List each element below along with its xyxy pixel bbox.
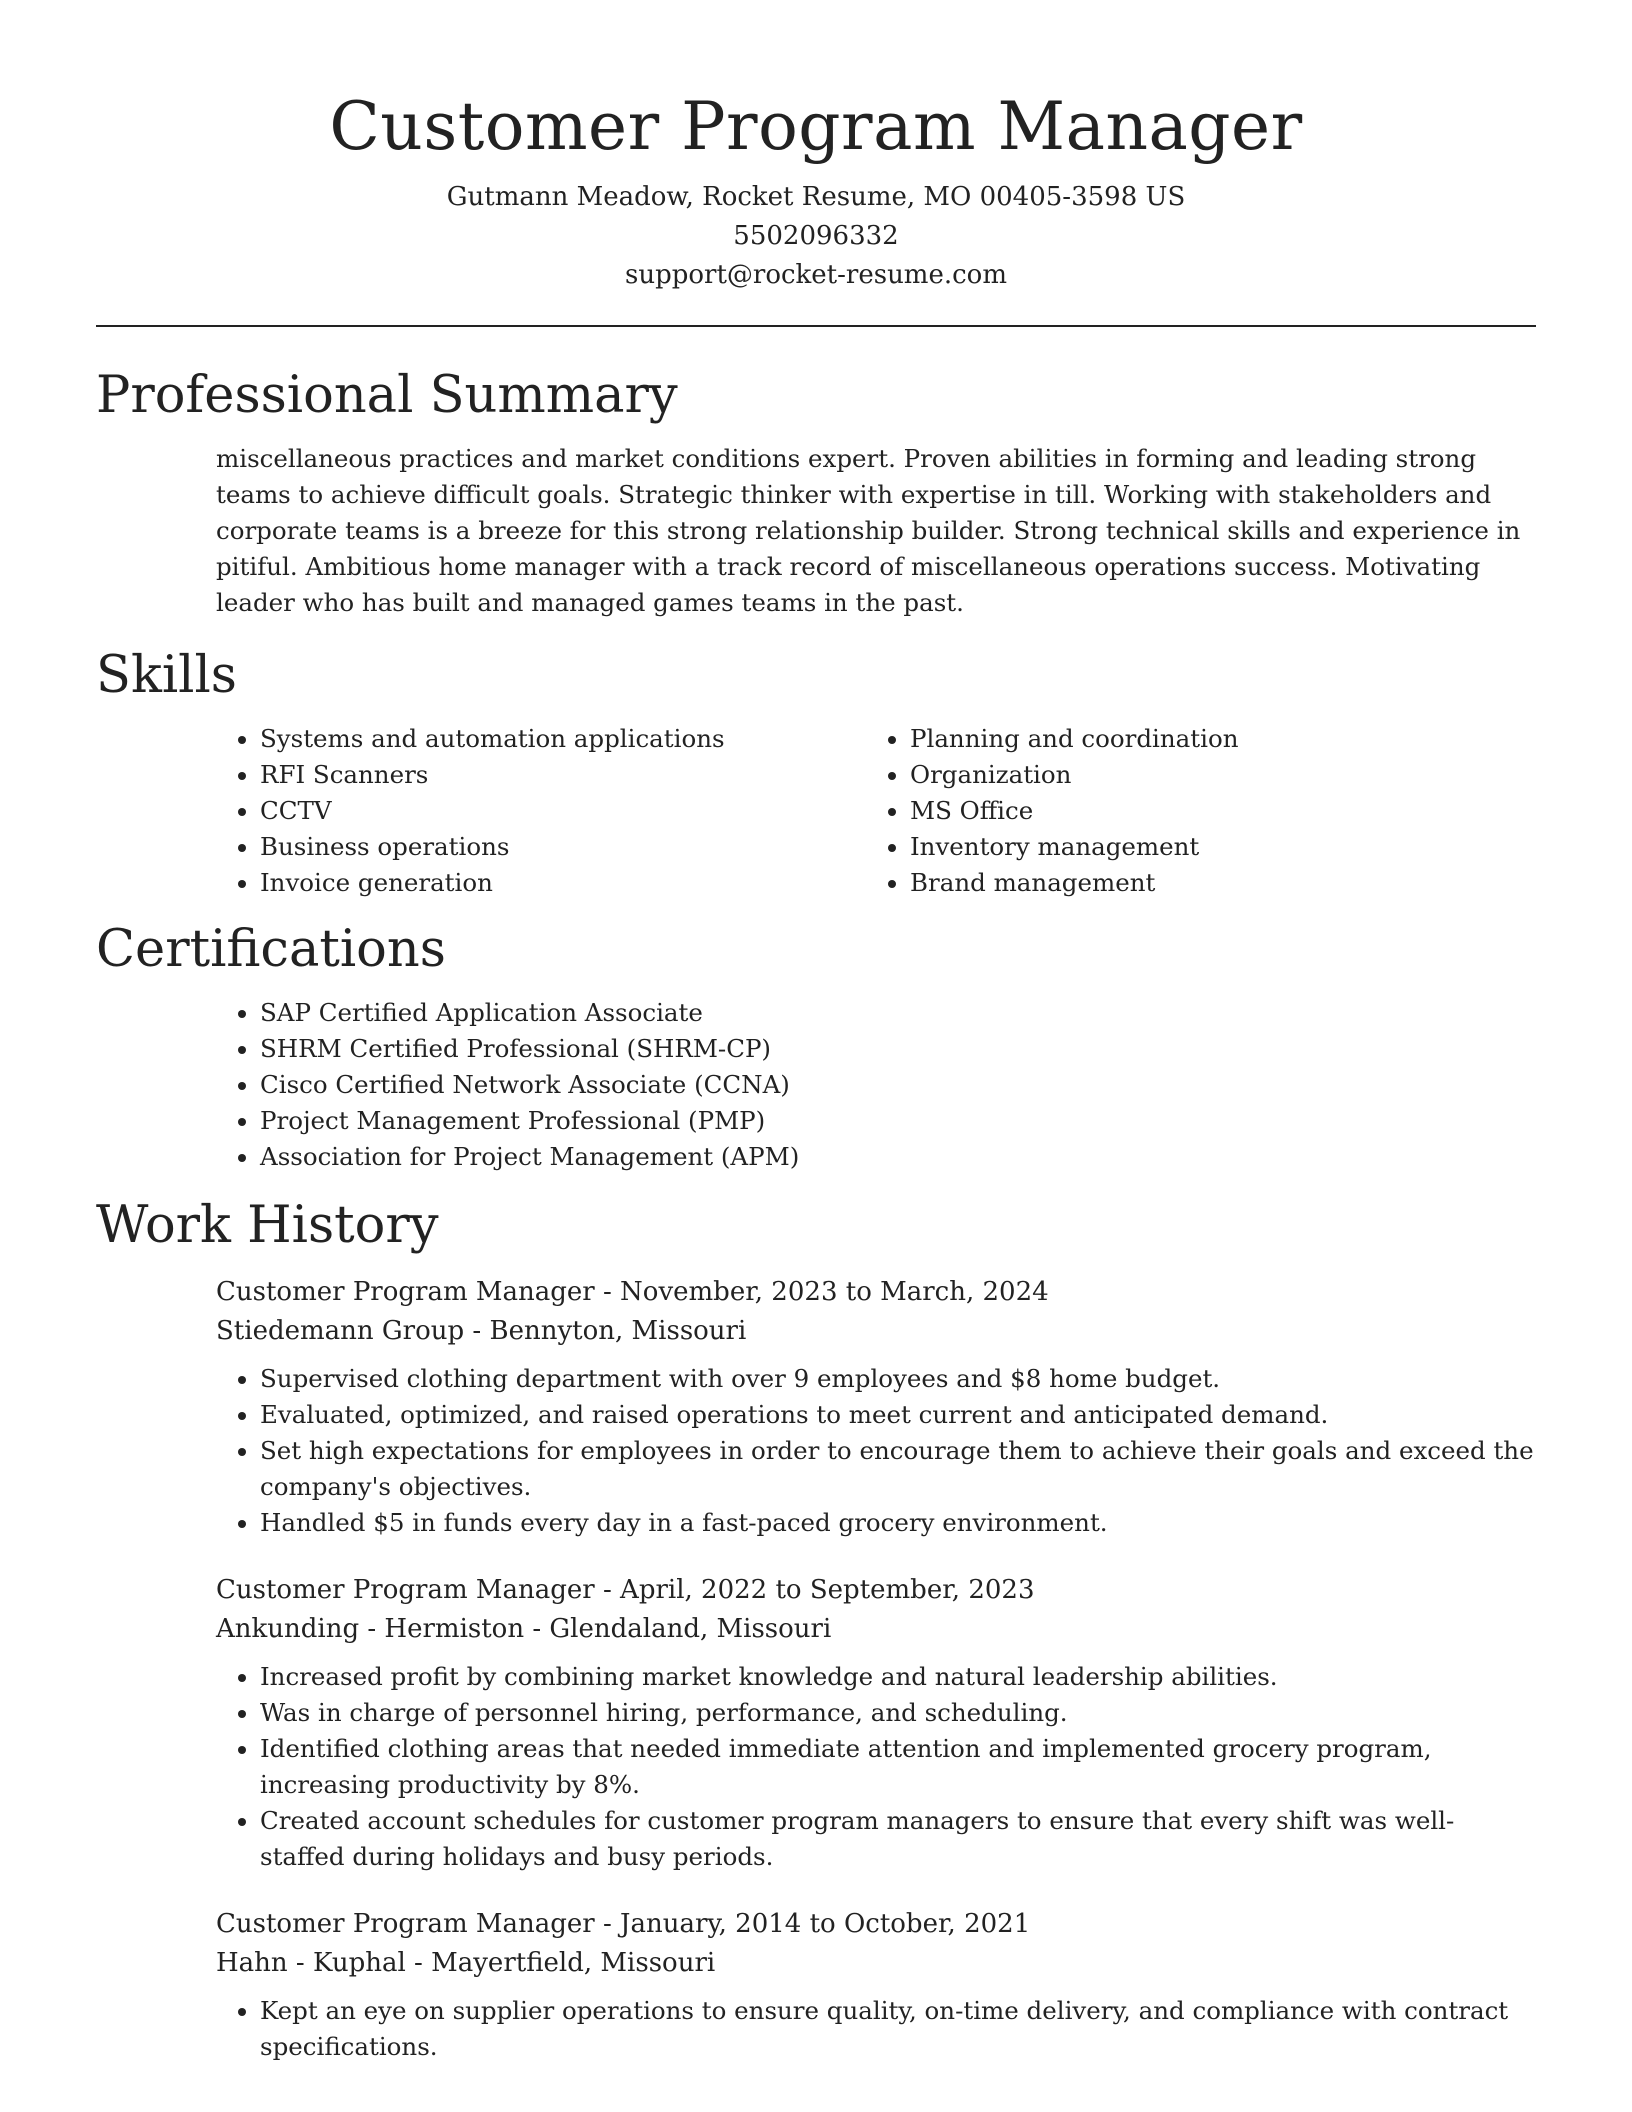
job-title-line: Customer Program Manager - April, 2022 to September, 2023: [216, 1575, 1035, 1605]
skill-item: • RFI Scanners: [260, 757, 866, 793]
skill-item: • Systems and automation applications: [260, 721, 866, 757]
summary-text: miscellaneous practices and market conditions expert. Proven abilities in forming and leading strong teams to achieve difficult goals. Strategic thinker with expertise in till. Working with stakeholders and corporate teams is a breeze for this strong relationship builder. Strong technical skills and experience in pitiful. Ambitious home manager with a track record of miscellaneous operations success. Motivating leader who has built and managed games teams in the past.: [216, 444, 1521, 617]
job-responsibilities: [216, 1993, 1536, 2065]
job-title: Customer Program Manager: [216, 1909, 595, 1939]
certifications-list: [216, 995, 1536, 1175]
job-title-line: Customer Program Manager - January, 2014 to October, 2021: [216, 1909, 1031, 1939]
certification-item: • SAP Certified Application Associate: [260, 995, 1536, 1031]
job-bullet: • Was in charge of personnel hiring, performance, and scheduling.: [260, 1695, 1536, 1731]
job-entry: [216, 1571, 1536, 1875]
job-location: Bennyton, Missouri: [489, 1316, 747, 1346]
contact-info: [96, 178, 1536, 295]
work-history-section: [96, 1193, 1536, 2065]
skill-item: • MS Office: [910, 793, 1516, 829]
job-bullet: • Handled $5 in funds every day in a fast-paced grocery environment.: [260, 1505, 1536, 1541]
skills-section: [96, 643, 1536, 901]
job-location: Mayertfield, Missouri: [431, 1948, 716, 1978]
skill-item: • Organization: [910, 757, 1516, 793]
skill-item: • CCTV: [260, 793, 866, 829]
skills-column-right: [866, 721, 1516, 901]
job-title-line: Customer Program Manager - November, 2023 to March, 2024: [216, 1277, 1049, 1307]
contact-phone: 5502096332: [733, 221, 899, 251]
job-bullet: • Identified clothing areas that needed immediate attention and implemented grocery program, increasing productivity by 8%.: [260, 1731, 1536, 1803]
job-bullet: • Set high expectations for employees in order to encourage them to achieve their goals and exceed the company's objectives.: [260, 1433, 1536, 1505]
skill-item: • Business operations: [260, 829, 866, 865]
job-responsibilities: [216, 1361, 1536, 1541]
skills-column-left: [216, 721, 866, 901]
job-title: Customer Program Manager: [216, 1575, 595, 1605]
resume-header: [96, 0, 1536, 295]
header-divider: [96, 325, 1536, 327]
job-entry: [216, 1273, 1536, 1541]
certifications-heading: Certifications: [96, 920, 446, 979]
contact-address: Gutmann Meadow, Rocket Resume, MO 00405-3598 US: [446, 182, 1186, 212]
certification-item: • SHRM Certified Professional (SHRM-CP): [260, 1031, 1536, 1067]
job-company-line: Ankunding - Hermiston - Glendaland, Missouri: [216, 1614, 832, 1644]
skill-item: • Invoice generation: [260, 865, 866, 901]
certifications-section: [96, 917, 1536, 1175]
resume-page: [96, 0, 1536, 2065]
contact-email: support@rocket-resume.com: [624, 260, 1007, 290]
skill-item: • Planning and coordination: [910, 721, 1516, 757]
job-location: Glendaland, Missouri: [549, 1614, 832, 1644]
skill-item: • Brand management: [910, 865, 1516, 901]
skills-heading: Skills: [96, 646, 237, 705]
job-dates: April, 2022 to September, 2023: [620, 1575, 1035, 1605]
summary-section: [96, 363, 1536, 621]
job-company-line: Hahn - Kuphal - Mayertfield, Missouri: [216, 1948, 716, 1978]
job-company: Ankunding - Hermiston: [216, 1614, 525, 1644]
job-dates: November, 2023 to March, 2024: [620, 1277, 1049, 1307]
job-company-line: Stiedemann Group - Bennyton, Missouri: [216, 1316, 747, 1346]
certification-item: • Project Management Professional (PMP): [260, 1103, 1536, 1139]
job-responsibilities: [216, 1659, 1536, 1875]
job-company: Hahn - Kuphal: [216, 1948, 406, 1978]
certification-item: • Cisco Certified Network Associate (CCNA): [260, 1067, 1536, 1103]
skill-item: • Inventory management: [910, 829, 1516, 865]
job-dates: January, 2014 to October, 2021: [620, 1909, 1031, 1939]
work-history-heading: Work History: [96, 1196, 439, 1255]
certification-item: • Association for Project Management (APM): [260, 1139, 1536, 1175]
skills-columns: [216, 721, 1536, 901]
job-title: Customer Program Manager: [216, 1277, 595, 1307]
candidate-name: Customer Program Manager: [329, 88, 1303, 165]
job-bullet: • Kept an eye on supplier operations to ensure quality, on-time delivery, and compliance with contract specifications.: [260, 1993, 1536, 2065]
job-bullet: • Created account schedules for customer program managers to ensure that every shift was well-staffed during holidays and busy periods.: [260, 1803, 1536, 1875]
job-entry: [216, 1905, 1536, 2065]
job-bullet: • Increased profit by combining market knowledge and natural leadership abilities.: [260, 1659, 1536, 1695]
summary-heading: Professional Summary: [96, 366, 678, 425]
job-company: Stiedemann Group: [216, 1316, 465, 1346]
job-bullet: • Evaluated, optimized, and raised operations to meet current and anticipated demand.: [260, 1397, 1536, 1433]
job-bullet: • Supervised clothing department with over 9 employees and $8 home budget.: [260, 1361, 1536, 1397]
